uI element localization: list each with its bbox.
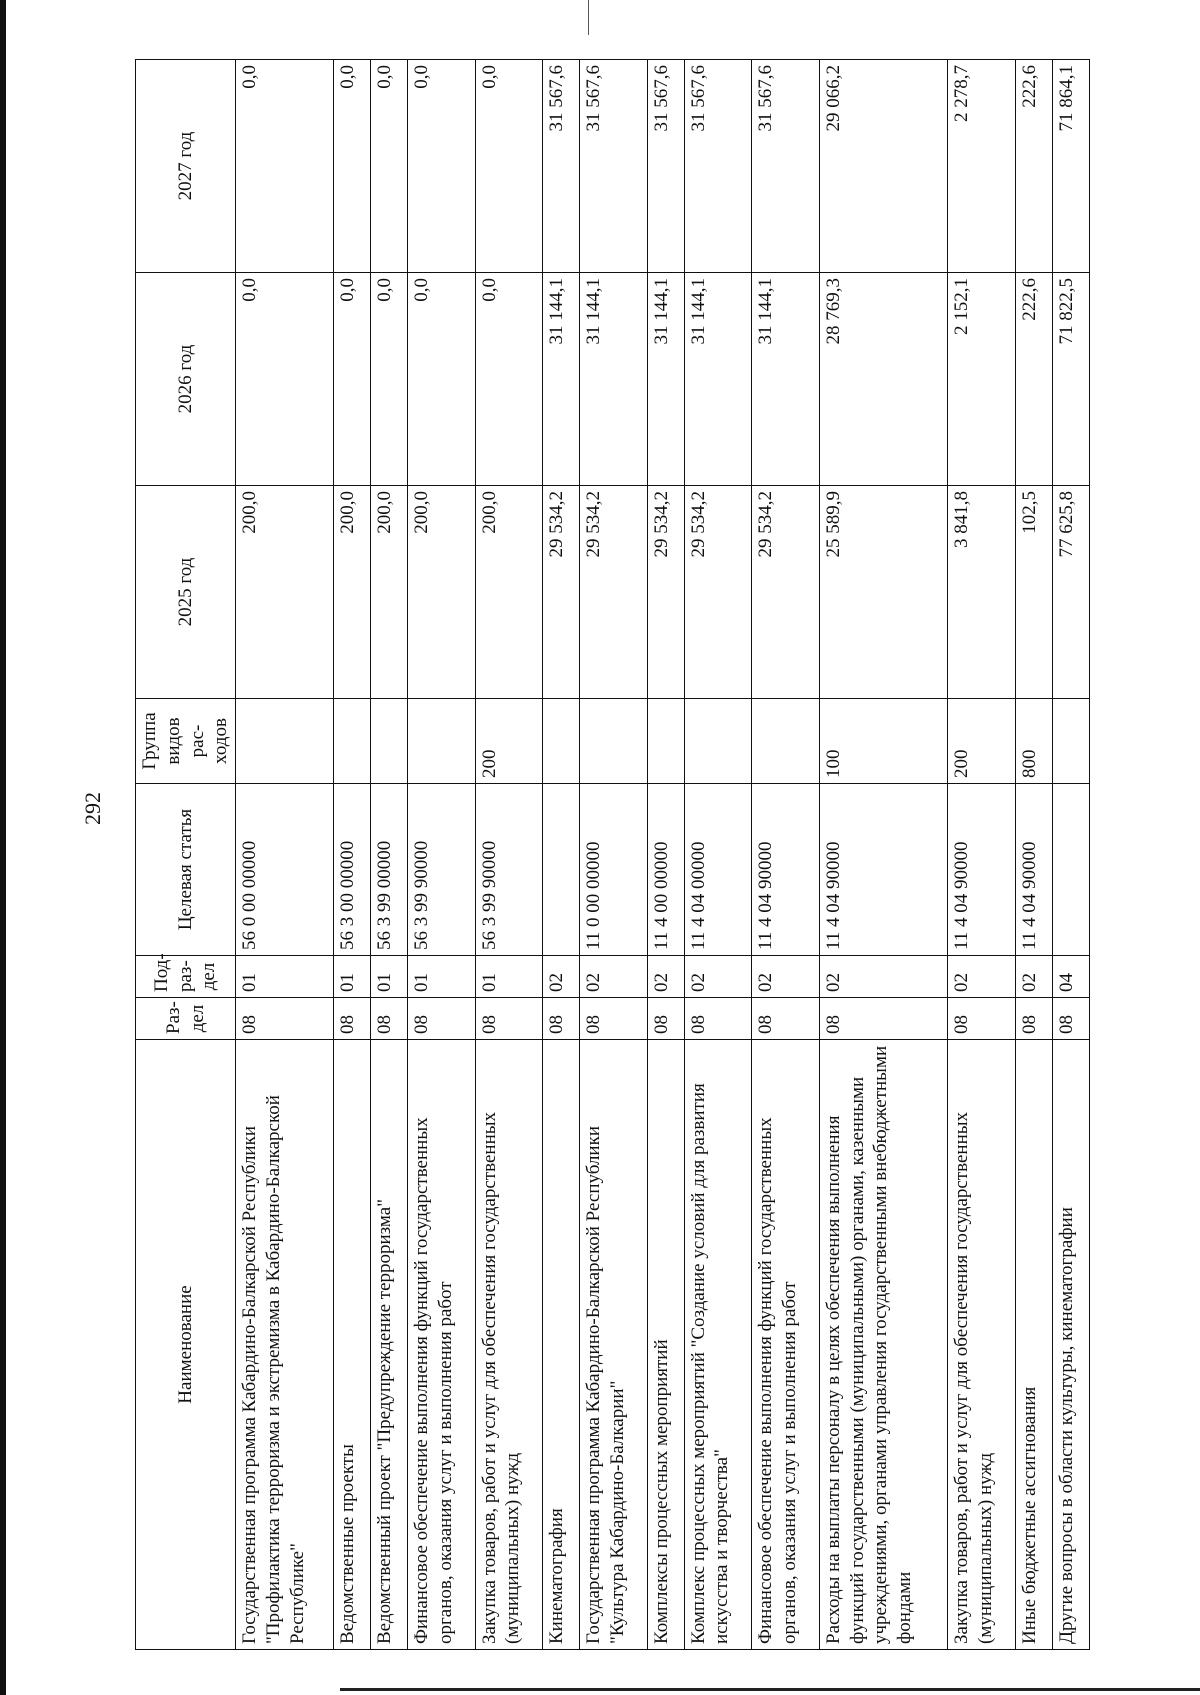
header-year-2027: 2027 год	[136, 60, 236, 273]
row-expense-group	[752, 699, 820, 784]
row-expense-group	[543, 699, 580, 784]
row-name: Закупка товаров, работ и услуг для обеспечения государственных (муниципальных) нужд	[948, 1040, 1016, 1650]
row-amount-2027: 222,6	[1015, 60, 1052, 273]
table-row	[475, 60, 543, 1650]
scan-edge-bottom	[340, 1688, 1200, 1691]
table-row	[580, 60, 648, 1650]
header-expense-group: Группа видов рас-ходов	[136, 699, 236, 784]
row-amount-2027: 0,0	[334, 60, 371, 273]
row-subsection: 01	[236, 956, 334, 998]
row-amount-2027: 29 066,2	[819, 60, 948, 273]
row-amount-2026: 31 144,1	[752, 273, 820, 486]
row-subsection: 02	[543, 956, 580, 998]
header-year-2026: 2026 год	[136, 273, 236, 486]
row-subsection: 02	[684, 956, 752, 998]
row-target-article: 11 4 04 00000	[684, 784, 752, 956]
row-target-article: 11 4 04 90000	[819, 784, 948, 956]
row-name: Финансовое обеспечение выполнения функций государственных органов, оказания услуг и выполнения работ	[408, 1040, 476, 1650]
row-target-article: 56 0 00 00000	[236, 784, 334, 956]
header-name: Наименование	[136, 1040, 236, 1650]
row-subsection: 02	[580, 956, 648, 998]
row-expense-group	[647, 699, 684, 784]
row-name: Ведомственные проекты	[334, 1040, 371, 1650]
row-subsection: 02	[647, 956, 684, 998]
row-section: 08	[475, 998, 543, 1040]
row-amount-2027: 71 864,1	[1052, 60, 1089, 273]
row-target-article: 11 0 00 00000	[580, 784, 648, 956]
row-amount-2025: 200,0	[475, 486, 543, 699]
row-amount-2026: 2 152,1	[948, 273, 1016, 486]
row-amount-2026: 0,0	[334, 273, 371, 486]
row-amount-2027: 0,0	[408, 60, 476, 273]
row-target-article: 56 3 00 00000	[334, 784, 371, 956]
row-target-article: 56 3 99 90000	[408, 784, 476, 956]
row-target-article: 11 4 04 90000	[948, 784, 1016, 956]
row-subsection: 01	[408, 956, 476, 998]
table-row	[1015, 60, 1052, 1650]
row-amount-2025: 29 534,2	[647, 486, 684, 699]
row-expense-group	[684, 699, 752, 784]
row-name: Комплексы процессных мероприятий	[647, 1040, 684, 1650]
header-section: Раз-дел	[136, 998, 236, 1040]
row-amount-2027: 31 567,6	[580, 60, 648, 273]
row-amount-2025: 25 589,9	[819, 486, 948, 699]
row-amount-2027: 0,0	[475, 60, 543, 273]
row-expense-group	[580, 699, 648, 784]
row-amount-2026: 0,0	[475, 273, 543, 486]
table-row	[1052, 60, 1089, 1650]
row-target-article: 11 4 04 90000	[1015, 784, 1052, 956]
row-expense-group	[236, 699, 334, 784]
row-expense-group	[1052, 699, 1089, 784]
row-amount-2027: 31 567,6	[543, 60, 580, 273]
row-section: 08	[819, 998, 948, 1040]
row-amount-2026: 0,0	[236, 273, 334, 486]
row-amount-2026: 0,0	[371, 273, 408, 486]
row-expense-group: 100	[819, 699, 948, 784]
row-name: Государственная программа Кабардино-Балкарской Республики "Культура Кабардино-Балкарии"	[580, 1040, 648, 1650]
row-section: 08	[334, 998, 371, 1040]
row-amount-2025: 29 534,2	[752, 486, 820, 699]
row-target-article	[1052, 784, 1089, 956]
row-amount-2026: 71 822,5	[1052, 273, 1089, 486]
row-subsection: 04	[1052, 956, 1089, 998]
budget-table	[135, 59, 1090, 1650]
row-target-article: 56 3 99 00000	[371, 784, 408, 956]
row-amount-2025: 77 625,8	[1052, 486, 1089, 699]
row-subsection: 02	[752, 956, 820, 998]
row-name: Другие вопросы в области культуры, кинематографии	[1052, 1040, 1089, 1650]
row-expense-group: 800	[1015, 699, 1052, 784]
table-header-row	[136, 60, 236, 1650]
row-section: 08	[1015, 998, 1052, 1040]
row-target-article	[543, 784, 580, 956]
row-amount-2027: 31 567,6	[752, 60, 820, 273]
row-amount-2026: 28 769,3	[819, 273, 948, 486]
header-subsection: Под-раз-дел	[136, 956, 236, 998]
row-subsection: 01	[371, 956, 408, 998]
row-name: Кинематография	[543, 1040, 580, 1650]
row-section: 08	[948, 998, 1016, 1040]
row-amount-2026: 222,6	[1015, 273, 1052, 486]
page-number: 292	[80, 792, 105, 825]
row-amount-2025: 29 534,2	[580, 486, 648, 699]
row-subsection: 02	[948, 956, 1016, 998]
row-expense-group: 200	[475, 699, 543, 784]
row-amount-2025: 200,0	[334, 486, 371, 699]
row-section: 08	[371, 998, 408, 1040]
row-section: 08	[647, 998, 684, 1040]
row-subsection: 02	[819, 956, 948, 998]
header-target-article: Целевая статья	[136, 784, 236, 956]
scan-mark-top	[588, 0, 589, 35]
table-row	[408, 60, 476, 1650]
row-amount-2025: 102,5	[1015, 486, 1052, 699]
table-row	[647, 60, 684, 1650]
row-name: Финансовое обеспечение выполнения функций государственных органов, оказания услуг и выполнения работ	[752, 1040, 820, 1650]
table-row	[543, 60, 580, 1650]
table-row	[236, 60, 334, 1650]
row-amount-2026: 31 144,1	[580, 273, 648, 486]
row-section: 08	[752, 998, 820, 1040]
row-amount-2025: 3 841,8	[948, 486, 1016, 699]
row-section: 08	[1052, 998, 1089, 1040]
row-name: Ведомственный проект "Предупреждение терроризма"	[371, 1040, 408, 1650]
row-subsection: 01	[475, 956, 543, 998]
row-amount-2026: 0,0	[408, 273, 476, 486]
row-section: 08	[236, 998, 334, 1040]
row-subsection: 01	[334, 956, 371, 998]
table-row	[684, 60, 752, 1650]
table-row	[948, 60, 1016, 1650]
table-row	[371, 60, 408, 1650]
row-amount-2026: 31 144,1	[543, 273, 580, 486]
row-amount-2025: 29 534,2	[684, 486, 752, 699]
row-target-article: 11 4 04 90000	[752, 784, 820, 956]
rotated-table-wrapper	[135, 60, 1090, 1650]
row-subsection: 02	[1015, 956, 1052, 998]
table-row	[819, 60, 948, 1650]
row-name: Комплекс процессных мероприятий "Создание условий для развития искусства и творчества"	[684, 1040, 752, 1650]
row-amount-2026: 31 144,1	[684, 273, 752, 486]
row-amount-2027: 0,0	[371, 60, 408, 273]
row-amount-2027: 31 567,6	[684, 60, 752, 273]
scan-edge-left	[0, 0, 6, 1695]
header-year-2025: 2025 год	[136, 486, 236, 699]
row-expense-group: 200	[948, 699, 1016, 784]
row-expense-group	[371, 699, 408, 784]
row-section: 08	[684, 998, 752, 1040]
row-expense-group	[334, 699, 371, 784]
row-target-article: 11 4 00 00000	[647, 784, 684, 956]
row-section: 08	[543, 998, 580, 1040]
row-section: 08	[580, 998, 648, 1040]
row-target-article: 56 3 99 90000	[475, 784, 543, 956]
row-section: 08	[408, 998, 476, 1040]
row-expense-group	[408, 699, 476, 784]
row-amount-2025: 200,0	[408, 486, 476, 699]
row-amount-2025: 200,0	[236, 486, 334, 699]
row-amount-2027: 0,0	[236, 60, 334, 273]
table-row	[334, 60, 371, 1650]
row-name: Расходы на выплаты персоналу в целях обеспечения выполнения функций государственными (муниципальными) органами, казенными учреждениями, органами управления государственными внебюджетными фондами	[819, 1040, 948, 1650]
table-row	[752, 60, 820, 1650]
row-amount-2027: 31 567,6	[647, 60, 684, 273]
row-amount-2027: 2 278,7	[948, 60, 1016, 273]
row-amount-2025: 200,0	[371, 486, 408, 699]
row-name: Закупка товаров, работ и услуг для обеспечения государственных (муниципальных) нужд	[475, 1040, 543, 1650]
row-amount-2025: 29 534,2	[543, 486, 580, 699]
row-name: Государственная программа Кабардино-Балкарской Республики "Профилактика терроризма и экстремизма в Кабардино-Балкарской Республике"	[236, 1040, 334, 1650]
row-name: Иные бюджетные ассигнования	[1015, 1040, 1052, 1650]
row-amount-2026: 31 144,1	[647, 273, 684, 486]
